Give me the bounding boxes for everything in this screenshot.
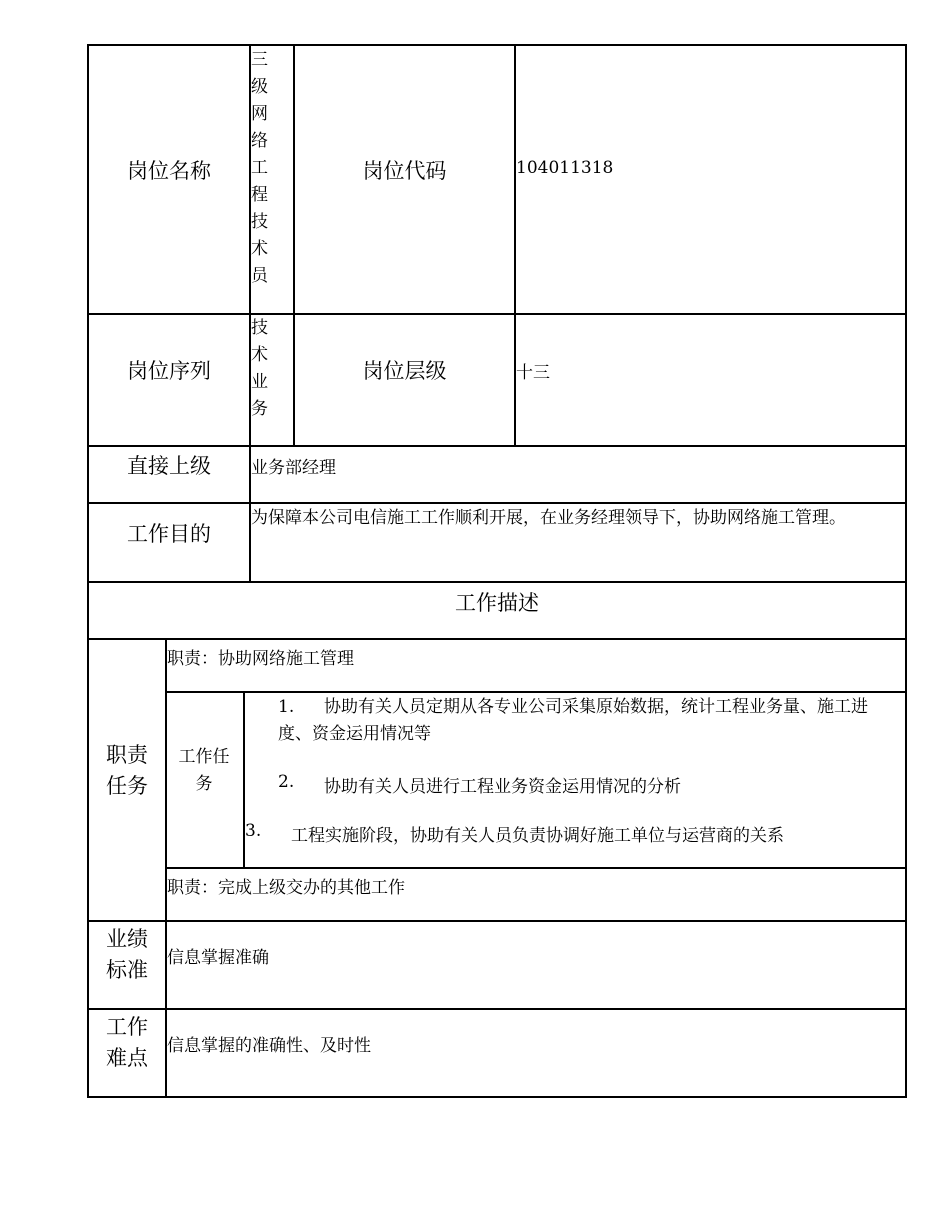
task-3-number: 3.	[245, 821, 262, 841]
grid-line	[293, 44, 295, 447]
purpose-label: 工作目的	[127, 522, 211, 546]
grid-line	[87, 1096, 907, 1098]
task-1-number: 1.	[278, 697, 295, 717]
supervisor-label: 直接上级	[127, 454, 211, 478]
grid-line	[87, 638, 907, 640]
job-level-value: 十三	[516, 363, 550, 383]
difficulty-label: 工作难点	[106, 1015, 148, 1070]
section-title: 工作描述	[455, 591, 539, 615]
grid-line	[87, 313, 907, 315]
job-sequence-value: 技术业务	[251, 318, 268, 419]
job-name-value: 三级网络工程技术员	[251, 50, 268, 286]
grid-line	[87, 1008, 907, 1010]
grid-line	[165, 867, 907, 869]
grid-line	[905, 44, 907, 1098]
grid-line	[165, 691, 907, 693]
task-label: 工作任务	[178, 747, 230, 794]
grid-line	[243, 691, 245, 869]
difficulty-value: 信息掌握的准确性、及时性	[167, 1036, 371, 1056]
job-code-value: 104011318	[516, 158, 614, 178]
job-name-label: 岗位名称	[127, 159, 211, 183]
duty-2: 职责：完成上级交办的其他工作	[167, 878, 405, 898]
grid-line	[87, 502, 907, 504]
performance-value: 信息掌握准确	[167, 948, 269, 968]
task-3-text: 工程实施阶段，协助有关人员负责协调好施工单位与运营商的关系	[291, 826, 784, 846]
job-code-label: 岗位代码	[362, 159, 447, 183]
grid-line	[87, 581, 907, 583]
grid-line	[87, 44, 89, 1098]
duties-label: 职责任务	[106, 743, 148, 798]
job-level-label: 岗位层级	[362, 359, 447, 383]
duty-1: 职责：协助网络施工管理	[167, 649, 354, 669]
grid-line	[514, 44, 516, 447]
performance-label: 业绩标准	[106, 927, 148, 982]
job-sequence-label: 岗位序列	[127, 359, 211, 383]
task-2-text: 协助有关人员进行工程业务资金运用情况的分析	[324, 777, 681, 797]
grid-line	[165, 638, 167, 1098]
purpose-value: 为保障本公司电信施工工作顺利开展，在业务经理领导下，协助网络施工管理。	[251, 508, 846, 528]
task-2-number: 2.	[278, 772, 295, 792]
supervisor-value: 业务部经理	[251, 458, 336, 478]
task-1-text: 协助有关人员定期从各专业公司采集原始数据，统计工程业务量、施工进度、资金运用情况等	[278, 697, 868, 744]
grid-line	[87, 44, 907, 46]
grid-line	[87, 445, 907, 447]
grid-line	[87, 920, 907, 922]
